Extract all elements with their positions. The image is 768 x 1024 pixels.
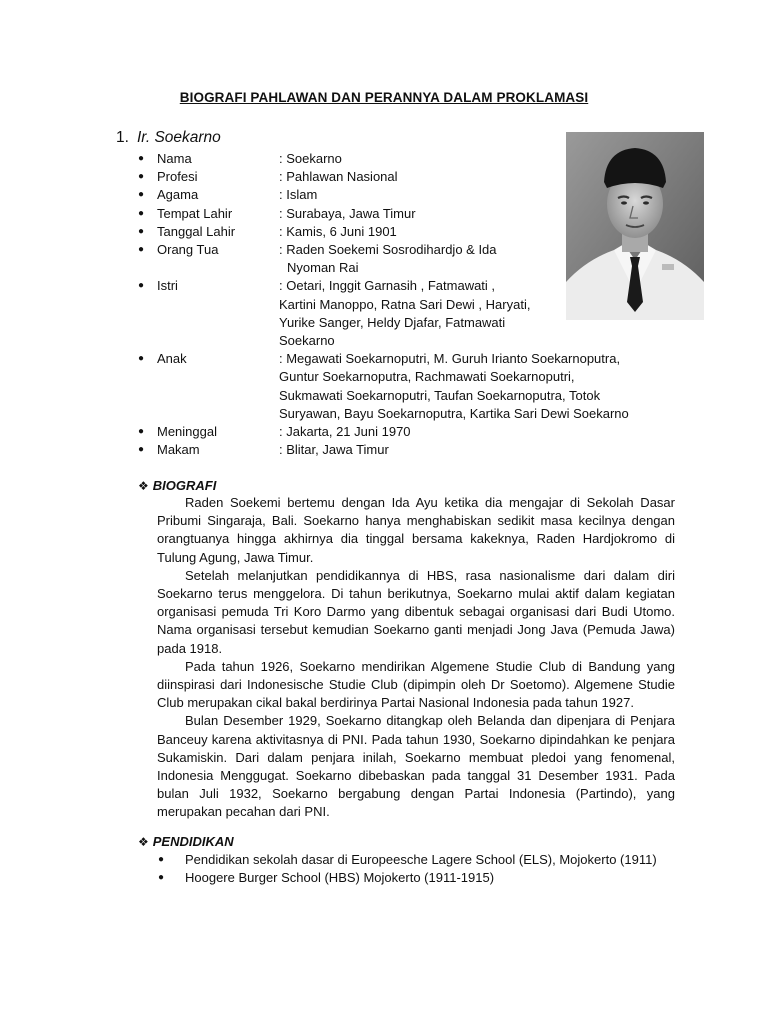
profile-value-line: : Megawati Soekarnoputri, M. Guruh Irianto Soekarnoputra,	[279, 351, 621, 367]
bullet: ●	[138, 280, 145, 292]
section-number: 1.	[116, 129, 129, 146]
biografi-paragraph: Pada tahun 1926, Soekarno mendirikan Algemene Studie Club di Bandung yang diinspirasi dari Indonesische Studie Club (dipimpin oleh Dr Soetomo). Algemene Studie Club merupakan cikal bakal berdirinya Partai Nasional Indonesia pada tahun 1927.	[157, 658, 675, 711]
profile-label: Anak	[157, 351, 187, 367]
profile-value-line: Yurike Sanger, Heldy Djafar, Fatmawati	[279, 314, 506, 330]
profile-value: : Islam	[279, 187, 318, 203]
biografi-paragraph: Bulan Desember 1929, Soekarno ditangkap oleh Belanda dan dipenjara di Penjara Banceuy karena aktivitasnya di PNI. Pada tahun 1930, Soekarno dipindahkan ke penjara Sukamiskin. Dari dalam penjara inilah, Soekarno membuat pledoi yang fenomenal, Indonesia Menggugat. Soekarno dibebaskan pada tanggal 31 Desember 1931. Pada bulan Juli 1932, Soekarno bergabung dengan Partai Indonesia (Partindo), yang merupakan pecahan dari PNI.	[157, 713, 675, 820]
profile-value	[279, 277, 698, 350]
profile-value: : Jakarta, 21 Juni 1970	[279, 424, 411, 440]
pendidikan-item-text: Hoogere Burger School (HBS) Mojokerto (1911-1915)	[185, 870, 495, 886]
profile-row-orang-tua	[138, 241, 698, 277]
profile-row-profesi	[138, 168, 698, 186]
profile-value-line: : Raden Soekemi Sosrodihardjo & Ida	[279, 242, 497, 258]
profile-label: Agama	[157, 187, 199, 203]
profile-value-line: Soekarno	[279, 333, 335, 349]
bullet: ●	[158, 854, 165, 865]
bullet: ●	[138, 353, 145, 365]
profile-value-line: Sukmawati Soekarnoputri, Taufan Soekarnoputra, Totok	[279, 387, 601, 403]
bullet: ●	[138, 244, 145, 256]
profile-label: Tempat Lahir	[157, 205, 233, 221]
profile-value-line: : Oetari, Inggit Garnasih , Fatmawati ,	[279, 278, 496, 294]
profile-value: : Soekarno	[279, 151, 342, 166]
diamond-bullet-icon: ❖	[138, 835, 149, 849]
profile-value-line: Kartini Manoppo, Ratna Sari Dewi , Haryati,	[279, 296, 531, 312]
profile-value: : Pahlawan Nasional	[279, 169, 398, 185]
profile-label: Tanggal Lahir	[157, 223, 236, 239]
profile-list	[138, 150, 698, 459]
bullet: ●	[138, 207, 145, 219]
profile-value-line: Guntur Soekarnoputra, Rachmawati Soekarnoputri,	[279, 369, 575, 385]
profile-value-line: Suryawan, Bayu Soekarnoputra, Kartika Sari Dewi Soekarno	[279, 405, 629, 421]
profile-value	[279, 350, 698, 423]
profile-row-makam	[138, 441, 698, 459]
biografi-heading	[138, 477, 216, 495]
profile-row-istri	[138, 277, 698, 350]
page-title: BIOGRAFI PAHLAWAN DAN PERANNYA DALAM PROKLAMASI	[179, 90, 589, 105]
profile-label: Meninggal	[157, 424, 217, 440]
profile-label: Orang Tua	[157, 242, 219, 258]
biografi-text	[157, 494, 675, 822]
profile-value: : Kamis, 6 Juni 1901	[279, 223, 397, 239]
section-name: Ir. Soekarno	[136, 129, 221, 146]
bullet: ●	[138, 153, 145, 164]
profile-value-line: Nyoman Rai	[287, 260, 359, 276]
profile-row-anak	[138, 350, 698, 423]
section-heading	[116, 129, 221, 147]
pendidikan-heading-text: PENDIDIKAN	[152, 834, 234, 849]
profile-label: Nama	[157, 151, 192, 166]
bullet: ●	[138, 225, 145, 237]
profile-label: Istri	[157, 278, 178, 294]
biografi-heading-text: BIOGRAFI	[152, 478, 217, 493]
diamond-bullet-icon: ❖	[138, 479, 149, 493]
profile-value: : Blitar, Jawa Timur	[279, 442, 389, 458]
list-item	[158, 869, 678, 887]
pendidikan-item-text: Pendidikan sekolah dasar di Europeesche Lagere School (ELS), Mojokerto (1911)	[185, 852, 657, 867]
list-item	[158, 851, 678, 869]
profile-row-meninggal	[138, 423, 698, 441]
biografi-paragraph: Setelah melanjutkan pendidikannya di HBS, rasa nasionalisme dari dalam diri Soekarno terus menggelora. Di tahun berikutnya, Soekarno mulai aktif dalam kegiatan organisasi pemuda Tri Koro Darmo yang dibentuk sebagai organisasi dari Budi Utomo. Nama organisasi tersebut kemudian Soekarno ganti menjadi Jong Java (Pemuda Jawa) pada 1918.	[157, 567, 675, 656]
profile-row-tempat-lahir	[138, 205, 698, 223]
bullet: ●	[138, 171, 145, 183]
bullet: ●	[138, 189, 145, 201]
bullet: ●	[158, 872, 165, 884]
profile-label: Makam	[157, 442, 200, 458]
profile-row-tanggal-lahir	[138, 223, 698, 241]
bullet: ●	[138, 444, 145, 456]
profile-label: Profesi	[157, 169, 198, 185]
profile-row-agama	[138, 186, 698, 204]
profile-value: : Surabaya, Jawa Timur	[279, 205, 416, 221]
profile-row-nama	[138, 150, 698, 168]
profile-value	[279, 241, 698, 277]
bullet: ●	[138, 426, 145, 438]
biografi-paragraph: Raden Soekemi bertemu dengan Ida Ayu ketika dia mengajar di Sekolah Dasar Pribumi Singaraja, Bali. Soekarno hanya menghabiskan sedikit masa kecilnya dengan orangtuanya hingga akhirnya dia tinggal bersama kakeknya, Raden Hardjokromo di Tulung Agung, Jawa Timur.	[157, 495, 675, 565]
pendidikan-list	[158, 851, 678, 887]
pendidikan-heading	[138, 833, 234, 851]
